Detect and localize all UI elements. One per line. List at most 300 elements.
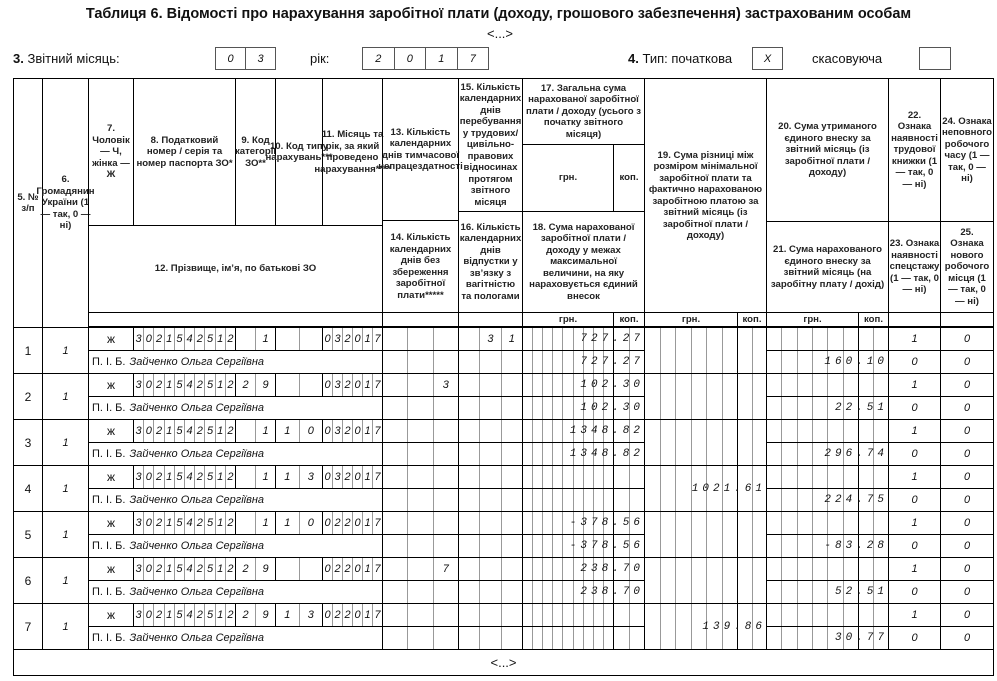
- accrued-contribution-value: -83.28: [824, 540, 888, 552]
- category-code-digit: 2: [242, 563, 249, 575]
- min-wage-difference-value: 139.86: [702, 620, 766, 633]
- name-value: Зайченко Ольга Сергіївна: [129, 356, 264, 368]
- accrual-type-code[interactable]: [275, 419, 323, 443]
- gender[interactable]: ж: [88, 419, 134, 443]
- tax-number-digit: 3: [135, 333, 142, 345]
- tax-number-digit: 4: [184, 604, 194, 626]
- maternity-days[interactable]: [458, 534, 523, 558]
- tax-number-digit: 5: [204, 466, 214, 488]
- withheld-contribution-value: [766, 327, 889, 351]
- accrual-period-digit: 2: [332, 604, 342, 626]
- full-name[interactable]: [88, 488, 383, 512]
- full-name[interactable]: [88, 580, 383, 604]
- workbook-flag[interactable]: 1: [888, 557, 941, 581]
- accrual-period-digit: 2: [342, 512, 352, 534]
- tax-number-digit: 2: [225, 420, 235, 442]
- accrual-period-digit: 0: [324, 563, 331, 575]
- employment-days-digit: [501, 466, 522, 488]
- sick-days-digit: [383, 374, 407, 396]
- cancel-label: скасовуюча: [812, 51, 883, 66]
- employment-days-digit: [479, 374, 500, 396]
- workbook-flag[interactable]: 1: [888, 603, 941, 627]
- header-c14: 14. Кількість календарних днів без збереження заробітної плати*****: [382, 220, 459, 313]
- header-c11: 11. Місяць та рік, за який проведено нарахування****: [322, 78, 383, 226]
- header-c24: 24. Ознака неповного робочого часу (1 — так, 0 — ні): [940, 78, 994, 222]
- unpaid-days-digit: [407, 397, 432, 419]
- unpaid-days[interactable]: [382, 534, 459, 558]
- tax-number-digit: 5: [174, 328, 184, 350]
- category-code-digit: [236, 466, 255, 488]
- part-time-flag[interactable]: 0: [940, 557, 994, 581]
- accrual-period-digit: 2: [342, 374, 352, 396]
- tax-number[interactable]: [133, 373, 236, 397]
- new-workplace-flag[interactable]: 0: [940, 580, 994, 604]
- part-time-flag[interactable]: 0: [940, 419, 994, 443]
- accrual-period-digit: 0: [352, 374, 362, 396]
- tax-number[interactable]: [133, 327, 236, 351]
- employment-days[interactable]: [458, 465, 523, 489]
- category-code[interactable]: [235, 373, 276, 397]
- tax-number-digit: 4: [184, 374, 194, 396]
- accrual-type-code-digit: 1: [284, 609, 291, 621]
- employment-days-digit: [459, 512, 479, 534]
- accrual-type-code-digit: [299, 328, 323, 350]
- full-name[interactable]: [88, 442, 383, 466]
- maternity-days-digit: [479, 489, 500, 511]
- row-number[interactable]: 6: [13, 557, 43, 604]
- unpaid-days-digit: [383, 397, 407, 419]
- employment-days-digit: [479, 512, 500, 534]
- employment-days-digit: [501, 420, 522, 442]
- row-number[interactable]: 7: [13, 603, 43, 650]
- new-workplace-flag[interactable]: 0: [940, 534, 994, 558]
- maternity-days-digit: [459, 397, 479, 419]
- accrued-contribution-value: 296.74: [824, 448, 888, 460]
- header-c5: 5. № з/п: [13, 78, 43, 328]
- header-c17: 17. Загальна сума нарахованої заробітної плати / доходу (усього з початку звітного місяця): [522, 78, 645, 145]
- name-value: Зайченко Ольга Сергіївна: [129, 632, 264, 644]
- sick-days[interactable]: [382, 419, 459, 443]
- row-number[interactable]: 4: [13, 465, 43, 512]
- tax-number-digit: 0: [143, 604, 153, 626]
- tax-number-digit: 5: [174, 604, 184, 626]
- header-c6: 6. Громадянин України (1 — так, 0 — ні): [42, 78, 89, 328]
- row-number[interactable]: 5: [13, 511, 43, 558]
- accrual-period[interactable]: [322, 465, 383, 489]
- header-blank-cell: [88, 312, 383, 327]
- sick-days-digit: 7: [433, 558, 458, 580]
- unpaid-days-digit: [433, 581, 458, 603]
- accrual-period-digit: 0: [324, 471, 331, 483]
- sick-days-digit: [407, 328, 432, 350]
- employment-days[interactable]: [458, 419, 523, 443]
- employment-days[interactable]: [458, 327, 523, 351]
- new-workplace-flag[interactable]: 0: [940, 626, 994, 650]
- field-4-text: Тип: початкова: [642, 51, 733, 66]
- new-workplace-flag[interactable]: 0: [940, 396, 994, 420]
- unpaid-days-digit: [383, 581, 407, 603]
- citizen-flag[interactable]: 1: [42, 373, 89, 420]
- accrual-type-code[interactable]: [275, 465, 323, 489]
- special-service-flag[interactable]: 0: [888, 396, 941, 420]
- workbook-flag[interactable]: 1: [888, 465, 941, 489]
- unit-kop-header: коп.: [858, 312, 889, 327]
- tax-number-digit: 2: [153, 420, 163, 442]
- sick-days[interactable]: [382, 327, 459, 351]
- withheld-contribution-value: [766, 465, 889, 489]
- tax-number-digit: 3: [135, 471, 142, 483]
- tax-number-digit: 3: [135, 517, 142, 529]
- field-4-label: [628, 51, 732, 66]
- accrued-contribution-value: 52.51: [834, 586, 888, 598]
- tax-number-digit: 4: [184, 466, 194, 488]
- maternity-days-digit: [501, 397, 522, 419]
- category-code[interactable]: [235, 557, 276, 581]
- category-code[interactable]: [235, 465, 276, 489]
- name-prefix: П. І. Б.: [92, 540, 126, 552]
- category-code-digit: 1: [255, 420, 275, 442]
- accrual-type-code[interactable]: [275, 557, 323, 581]
- sick-days-digit: [407, 466, 432, 488]
- accrual-period-digit: 0: [352, 558, 362, 580]
- year-digit: 7: [457, 48, 489, 69]
- sick-days-digit: [383, 420, 407, 442]
- name-value: Зайченко Ольга Сергіївна: [129, 540, 264, 552]
- sick-days[interactable]: [382, 603, 459, 627]
- header-c25: 25. Ознака нового робочого місця (1 — так, 0 — ні): [940, 221, 994, 313]
- accrual-type-code-digit: 1: [284, 471, 291, 483]
- header-blank-cell: [458, 312, 523, 327]
- maternity-days-digit: [459, 535, 479, 557]
- name-value: Зайченко Ольга Сергіївна: [129, 402, 264, 414]
- accrual-period[interactable]: [322, 373, 383, 397]
- name-value: Зайченко Ольга Сергіївна: [129, 448, 264, 460]
- tax-number[interactable]: [133, 419, 236, 443]
- name-prefix: П. І. Б.: [92, 632, 126, 644]
- tax-number-digit: 2: [225, 604, 235, 626]
- type-initial-value: X: [763, 52, 772, 65]
- accrual-type-code-digit: [276, 374, 299, 396]
- tax-number-digit: 5: [174, 374, 184, 396]
- accrual-period-digit: 7: [372, 420, 382, 442]
- employment-days-digit: [459, 374, 479, 396]
- tax-number-digit: 1: [164, 374, 174, 396]
- category-code-digit: [236, 420, 255, 442]
- tax-number-digit: 0: [143, 420, 153, 442]
- year-digit: 1: [425, 48, 457, 69]
- maternity-days[interactable]: [458, 396, 523, 420]
- tax-number-digit: 1: [215, 558, 225, 580]
- employment-days-digit: [501, 604, 522, 626]
- year-digit: 0: [394, 48, 426, 69]
- sick-days-digit: 3: [433, 374, 458, 396]
- unpaid-days-digit: [407, 351, 432, 373]
- special-service-flag[interactable]: 0: [888, 626, 941, 650]
- maternity-days-digit: [479, 443, 500, 465]
- part-time-flag[interactable]: 0: [940, 603, 994, 627]
- unpaid-days-digit: [383, 351, 407, 373]
- tax-number-digit: 0: [143, 374, 153, 396]
- tax-number-digit: 2: [225, 512, 235, 534]
- accrual-type-code-digit: [299, 558, 323, 580]
- part-time-flag[interactable]: 0: [940, 511, 994, 535]
- tax-number-digit: 4: [184, 420, 194, 442]
- type-initial-checkbox[interactable]: [752, 47, 783, 70]
- min-wage-difference-value: 1021.61: [691, 482, 766, 495]
- min-wage-difference-value: [644, 419, 767, 466]
- maternity-days-digit: [501, 489, 522, 511]
- maternity-days-digit: [501, 627, 522, 649]
- category-code-digit: [236, 512, 255, 534]
- accrued-within-max-value: [522, 488, 645, 512]
- accrual-period-digit: 2: [332, 558, 342, 580]
- unit-grn-header: грн.: [522, 144, 614, 212]
- unit-kop-header: коп.: [613, 144, 645, 212]
- tax-number-digit: 2: [194, 374, 204, 396]
- accrual-period-digit: 2: [342, 604, 352, 626]
- header-c7: 7. Чоловік — Ч, жінка — Ж: [88, 78, 134, 226]
- type-cancel-checkbox[interactable]: [919, 47, 951, 70]
- total-accrued-value: 727.27: [580, 333, 644, 345]
- employment-days-digit: [501, 558, 522, 580]
- tax-number-digit: 1: [164, 466, 174, 488]
- unpaid-days[interactable]: [382, 488, 459, 512]
- header-c9: 9. Код категорії ЗО**: [235, 78, 276, 226]
- category-code-digit: 2: [242, 379, 249, 391]
- special-service-flag[interactable]: 0: [888, 488, 941, 512]
- gender[interactable]: ж: [88, 465, 134, 489]
- unpaid-days-digit: [433, 535, 458, 557]
- accrual-period-digit: 7: [372, 558, 382, 580]
- special-service-flag[interactable]: 0: [888, 442, 941, 466]
- tax-number-digit: 1: [215, 604, 225, 626]
- unpaid-days[interactable]: [382, 442, 459, 466]
- workbook-flag[interactable]: 1: [888, 373, 941, 397]
- report-month-field[interactable]: [215, 47, 276, 70]
- full-name[interactable]: [88, 626, 383, 650]
- tax-number-digit: 2: [225, 558, 235, 580]
- accrual-period-digit: 7: [372, 374, 382, 396]
- sick-days[interactable]: [382, 511, 459, 535]
- accrual-period[interactable]: [322, 511, 383, 535]
- maternity-days-digit: [459, 627, 479, 649]
- special-service-flag[interactable]: 0: [888, 580, 941, 604]
- citizen-flag[interactable]: 1: [42, 465, 89, 512]
- tax-number[interactable]: [133, 557, 236, 581]
- full-name[interactable]: [88, 534, 383, 558]
- citizen-flag[interactable]: 1: [42, 419, 89, 466]
- sick-days-digit: [407, 512, 432, 534]
- row-number[interactable]: 1: [13, 327, 43, 374]
- accrual-period-digit: 3: [332, 374, 342, 396]
- tax-number[interactable]: [133, 603, 236, 627]
- tax-number-digit: 2: [194, 466, 204, 488]
- employment-days-digit: [479, 466, 500, 488]
- row-number[interactable]: 3: [13, 419, 43, 466]
- maternity-days[interactable]: [458, 626, 523, 650]
- sick-days-digit: [383, 558, 407, 580]
- tax-number-digit: 2: [153, 328, 163, 350]
- header-c16: 16. Кількість календарних днів відпустки у зв’язку з вагітністю та пологами: [458, 211, 523, 313]
- new-workplace-flag[interactable]: 0: [940, 350, 994, 374]
- sick-days-digit: [433, 328, 458, 350]
- sick-days-digit: [433, 604, 458, 626]
- field-3-text: Звітний місяць:: [27, 51, 120, 66]
- employment-days[interactable]: [458, 373, 523, 397]
- tax-number-digit: 2: [225, 466, 235, 488]
- accrual-period-digit: 1: [362, 374, 372, 396]
- accrued-within-max-value: [522, 626, 645, 650]
- accrual-period[interactable]: [322, 419, 383, 443]
- gender[interactable]: ж: [88, 511, 134, 535]
- header-c8: 8. Податковий номер / серія та номер паспорта ЗО*: [133, 78, 236, 226]
- unpaid-days[interactable]: [382, 580, 459, 604]
- accrual-period-digit: 1: [362, 328, 372, 350]
- citizen-flag[interactable]: 1: [42, 511, 89, 558]
- maternity-days-digit: [479, 627, 500, 649]
- unpaid-days-digit: [407, 535, 432, 557]
- accrual-type-code-digit: 3: [299, 466, 323, 488]
- tax-number-digit: 2: [153, 466, 163, 488]
- header-c12: 12. Прізвище, ім’я, по батькові ЗО: [88, 225, 383, 313]
- accrual-type-code[interactable]: [275, 603, 323, 627]
- unpaid-days[interactable]: [382, 626, 459, 650]
- citizen-flag[interactable]: 1: [42, 327, 89, 374]
- accrual-type-code[interactable]: [275, 511, 323, 535]
- category-code[interactable]: [235, 511, 276, 535]
- accrual-period[interactable]: [322, 603, 383, 627]
- gender[interactable]: ж: [88, 373, 134, 397]
- workbook-flag[interactable]: 1: [888, 419, 941, 443]
- tax-number-digit: 2: [153, 512, 163, 534]
- special-service-flag[interactable]: 0: [888, 350, 941, 374]
- tax-number-digit: 5: [204, 328, 214, 350]
- unpaid-days-digit: [433, 397, 458, 419]
- accrued-contribution-value: 160.10: [824, 356, 888, 368]
- category-code[interactable]: [235, 603, 276, 627]
- sick-days[interactable]: [382, 557, 459, 581]
- sick-days[interactable]: [382, 465, 459, 489]
- full-name[interactable]: [88, 396, 383, 420]
- withheld-contribution-value: [766, 511, 889, 535]
- header-c21: 21. Сума нарахованого єдиного внеску за звітний місяць (на заробітну плату / дохід): [766, 221, 889, 313]
- maternity-days[interactable]: [458, 350, 523, 374]
- part-time-flag[interactable]: 0: [940, 327, 994, 351]
- nav-marker-bottom: <...>: [490, 655, 517, 670]
- gender[interactable]: ж: [88, 557, 134, 581]
- header-c20: 20. Сума утриманого єдиного внеску за звітний місяць (із заробітної плати / доходу): [766, 78, 889, 222]
- new-workplace-flag[interactable]: 0: [940, 488, 994, 512]
- tax-number-digit: 4: [184, 512, 194, 534]
- min-wage-difference-value: [644, 327, 767, 374]
- workbook-flag[interactable]: 1: [888, 327, 941, 351]
- sick-days-digit: [407, 420, 432, 442]
- category-code[interactable]: [235, 419, 276, 443]
- unpaid-days-digit: [407, 627, 432, 649]
- accrual-period-digit: 1: [362, 558, 372, 580]
- accrual-type-code-digit: 0: [299, 512, 323, 534]
- year-digit: 2: [375, 52, 382, 65]
- category-code[interactable]: [235, 327, 276, 351]
- tax-number-digit: 4: [184, 558, 194, 580]
- citizen-flag[interactable]: 1: [42, 603, 89, 650]
- part-time-flag[interactable]: 0: [940, 373, 994, 397]
- maternity-days[interactable]: [458, 442, 523, 466]
- total-accrued-value: 1348.82: [569, 425, 644, 437]
- accrual-period[interactable]: [322, 557, 383, 581]
- gender[interactable]: ж: [88, 327, 134, 351]
- header-c23: 23. Ознака наявності спецстажу (1 — так, 0 — ні): [888, 221, 941, 313]
- tax-number-digit: 3: [135, 609, 142, 621]
- maternity-days[interactable]: [458, 488, 523, 512]
- maternity-days-digit: [479, 397, 500, 419]
- new-workplace-flag[interactable]: 0: [940, 442, 994, 466]
- unpaid-days-digit: [433, 627, 458, 649]
- accrual-period-digit: 2: [342, 420, 352, 442]
- tax-number-digit: 5: [204, 420, 214, 442]
- sick-days[interactable]: [382, 373, 459, 397]
- report-year-field[interactable]: [362, 47, 489, 70]
- accrual-period-digit: 0: [324, 333, 331, 345]
- unpaid-days[interactable]: [382, 396, 459, 420]
- table-footer: [13, 649, 994, 676]
- maternity-days-digit: [501, 581, 522, 603]
- unpaid-days[interactable]: [382, 350, 459, 374]
- name-prefix: П. І. Б.: [92, 494, 126, 506]
- maternity-days-digit: [501, 351, 522, 373]
- part-time-flag[interactable]: 0: [940, 465, 994, 489]
- accrual-period-digit: 7: [372, 604, 382, 626]
- unpaid-days-digit: [383, 627, 407, 649]
- tax-number[interactable]: [133, 465, 236, 489]
- accrual-period-digit: 1: [362, 420, 372, 442]
- full-name[interactable]: [88, 350, 383, 374]
- unpaid-days-digit: [383, 535, 407, 557]
- accrued-within-max-value: 102.30: [580, 402, 644, 414]
- special-service-flag[interactable]: 0: [888, 534, 941, 558]
- workbook-flag[interactable]: 1: [888, 511, 941, 535]
- unpaid-days-digit: [433, 443, 458, 465]
- accrual-type-code[interactable]: [275, 373, 323, 397]
- row-number[interactable]: 2: [13, 373, 43, 420]
- maternity-days-digit: [479, 535, 500, 557]
- accrual-period[interactable]: [322, 327, 383, 351]
- accrual-period-digit: 0: [352, 466, 362, 488]
- employment-days[interactable]: [458, 603, 523, 627]
- accrued-contribution-value: 22.51: [834, 402, 888, 414]
- sick-days-digit: [407, 604, 432, 626]
- unpaid-days-digit: [383, 489, 407, 511]
- citizen-flag[interactable]: 1: [42, 557, 89, 604]
- withheld-contribution-value: [766, 373, 889, 397]
- maternity-days[interactable]: [458, 580, 523, 604]
- tax-number[interactable]: [133, 511, 236, 535]
- employment-days[interactable]: [458, 557, 523, 581]
- field-4-number: 4.: [628, 51, 639, 66]
- accrual-type-code[interactable]: [275, 327, 323, 351]
- unpaid-days-digit: [407, 581, 432, 603]
- gender[interactable]: ж: [88, 603, 134, 627]
- unit-kop-header: коп.: [737, 312, 767, 327]
- employment-days[interactable]: [458, 511, 523, 535]
- header-c19: 19. Сума різниці між розміром мінімальної заробітної плати та фактично нарахованою заробітною платою за звітний місяць (із заробітної плати / доходу): [644, 78, 767, 313]
- tax-number-digit: 0: [143, 328, 153, 350]
- name-value: Зайченко Ольга Сергіївна: [129, 494, 264, 506]
- accrued-contribution-value: 30.77: [834, 632, 888, 644]
- tax-number-digit: 1: [215, 466, 225, 488]
- tax-number-digit: 2: [194, 512, 204, 534]
- tax-number-digit: 2: [194, 604, 204, 626]
